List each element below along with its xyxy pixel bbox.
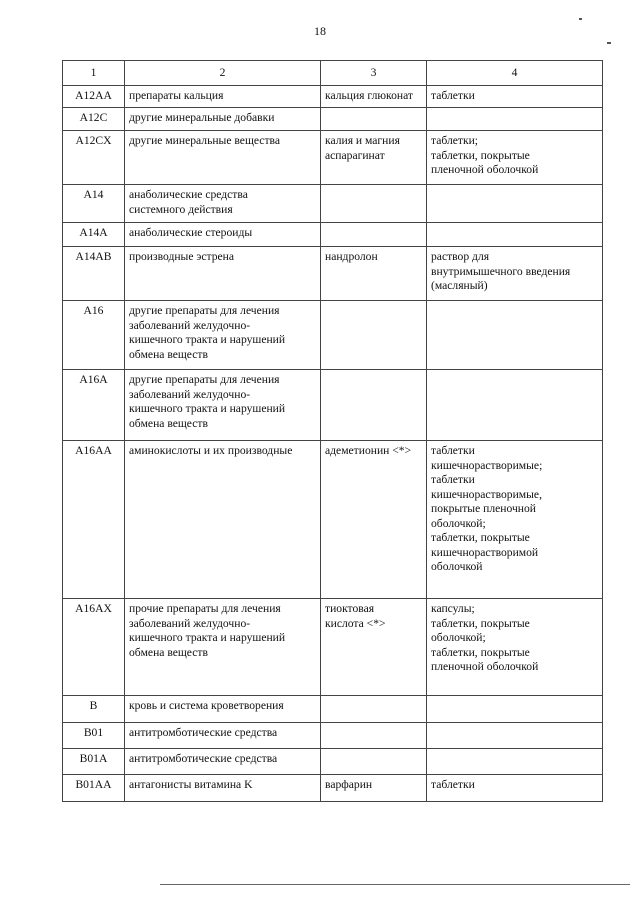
group-name-cell: другие минеральные добавки [125, 108, 321, 131]
column-header: 4 [427, 61, 603, 86]
group-name-cell: прочие препараты для лечения заболеваний желудочно- кишечного тракта и нарушений обмена веществ [125, 599, 321, 696]
group-name-cell: другие минеральные вещества [125, 131, 321, 185]
footer-divider [160, 884, 630, 885]
table-row [63, 223, 603, 247]
scan-mark [579, 18, 582, 20]
dosage-form-cell [427, 370, 603, 441]
atc-code-cell: B01AA [63, 775, 125, 802]
dosage-form-cell: раствор для внутримышечного введения (масляный) [427, 247, 603, 301]
atc-code-cell: A16AX [63, 599, 125, 696]
drug-list-table [62, 60, 603, 802]
group-name-cell: анаболические средства системного действия [125, 185, 321, 223]
table-row [63, 723, 603, 749]
atc-code-cell: A14AB [63, 247, 125, 301]
group-name-cell: другие препараты для лечения заболеваний желудочно- кишечного тракта и нарушений обмена веществ [125, 301, 321, 370]
substance-cell [321, 723, 427, 749]
table-row [63, 775, 603, 802]
substance-cell: тиоктовая кислота <*> [321, 599, 427, 696]
substance-cell: адеметионин <*> [321, 441, 427, 599]
substance-cell: варфарин [321, 775, 427, 802]
table-row [63, 696, 603, 723]
substance-cell: нандролон [321, 247, 427, 301]
table-row [63, 131, 603, 185]
table-row [63, 749, 603, 775]
substance-cell: кальция глюконат [321, 86, 427, 108]
atc-code-cell: A12CX [63, 131, 125, 185]
dosage-form-cell: таблетки кишечнорастворимые; таблетки кишечнорастворимые, покрытые пленочной оболочкой; таблетки, покрытые кишечнорастворимой оболочкой [427, 441, 603, 599]
group-name-cell: антитромботические средства [125, 749, 321, 775]
atc-code-cell: B01A [63, 749, 125, 775]
group-name-cell: кровь и система кроветворения [125, 696, 321, 723]
dosage-form-cell: таблетки [427, 775, 603, 802]
dosage-form-cell [427, 301, 603, 370]
group-name-cell: аминокислоты и их производные [125, 441, 321, 599]
group-name-cell: другие препараты для лечения заболеваний желудочно- кишечного тракта и нарушений обмена веществ [125, 370, 321, 441]
atc-code-cell: A16 [63, 301, 125, 370]
dosage-form-cell [427, 223, 603, 247]
group-name-cell: препараты кальция [125, 86, 321, 108]
atc-code-cell: A16AA [63, 441, 125, 599]
group-name-cell: антагонисты витамина K [125, 775, 321, 802]
atc-code-cell: A12AA [63, 86, 125, 108]
substance-cell: калия и магния аспарагинат [321, 131, 427, 185]
atc-code-cell: A14 [63, 185, 125, 223]
dosage-form-cell [427, 696, 603, 723]
group-name-cell: производные эстрена [125, 247, 321, 301]
group-name-cell: анаболические стероиды [125, 223, 321, 247]
column-header: 2 [125, 61, 321, 86]
dosage-form-cell [427, 749, 603, 775]
table-row [63, 441, 603, 599]
table-row [63, 370, 603, 441]
dosage-form-cell: таблетки; таблетки, покрытые пленочной оболочкой [427, 131, 603, 185]
substance-cell [321, 108, 427, 131]
table-row [63, 86, 603, 108]
dosage-form-cell [427, 185, 603, 223]
table-header-row [63, 61, 603, 86]
table-row [63, 301, 603, 370]
atc-code-cell: A16A [63, 370, 125, 441]
group-name-cell: антитромботические средства [125, 723, 321, 749]
substance-cell [321, 185, 427, 223]
table-row [63, 108, 603, 131]
substance-cell [321, 696, 427, 723]
table-row [63, 599, 603, 696]
column-header: 1 [63, 61, 125, 86]
dosage-form-cell: таблетки [427, 86, 603, 108]
table-row [63, 185, 603, 223]
dosage-form-cell [427, 108, 603, 131]
dosage-form-cell: капсулы; таблетки, покрытые оболочкой; таблетки, покрытые пленочной оболочкой [427, 599, 603, 696]
atc-code-cell: A14A [63, 223, 125, 247]
atc-code-cell: A12C [63, 108, 125, 131]
table-row [63, 247, 603, 301]
page-number: 18 [314, 24, 326, 38]
dosage-form-cell [427, 723, 603, 749]
scan-mark [607, 42, 611, 44]
substance-cell [321, 223, 427, 247]
atc-code-cell: B01 [63, 723, 125, 749]
substance-cell [321, 301, 427, 370]
substance-cell [321, 370, 427, 441]
substance-cell [321, 749, 427, 775]
atc-code-cell: B [63, 696, 125, 723]
column-header: 3 [321, 61, 427, 86]
